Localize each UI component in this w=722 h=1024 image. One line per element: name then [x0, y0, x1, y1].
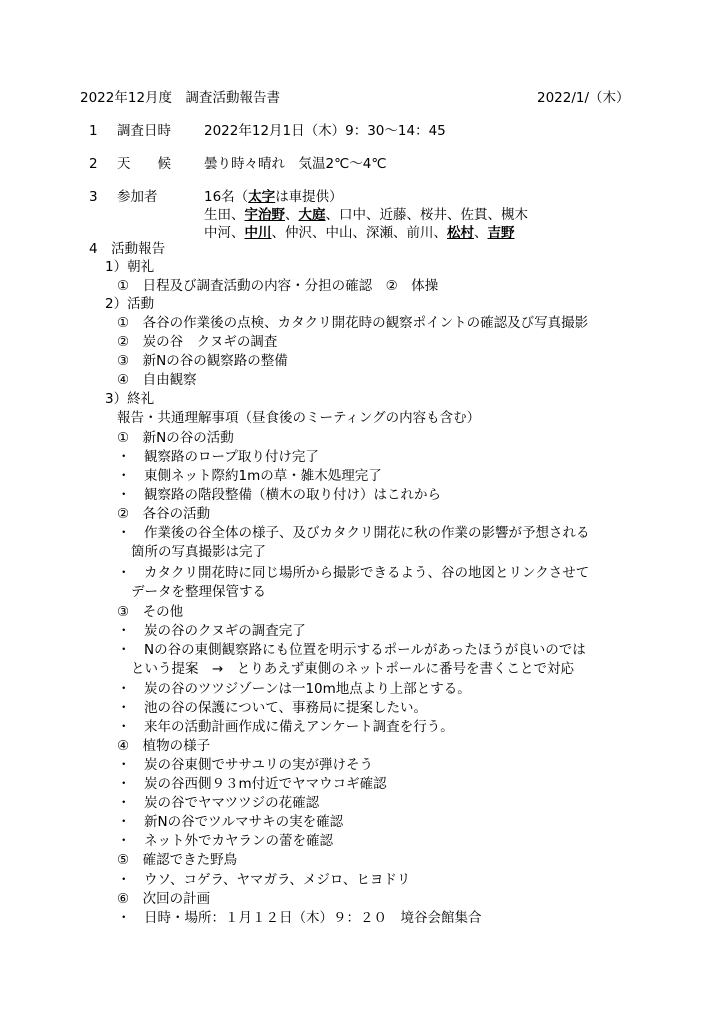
closing-meeting-title: 3）終礼: [105, 391, 155, 407]
closing-line: ① 新Nの谷の活動: [117, 430, 234, 446]
participants-count: 16名（: [204, 189, 249, 205]
participants-count-line: [204, 188, 343, 206]
closing-line: ② 各谷の活動: [117, 506, 211, 522]
section-3-number: 3: [89, 189, 98, 205]
closing-line: 箇所の写真撮影は完了: [131, 544, 266, 560]
driver-name: 大庭: [298, 207, 326, 223]
closing-line: ④ 植物の様子: [117, 738, 211, 754]
closing-line: ・ 東側ネット際約1mの草・雑木処理完了: [117, 468, 382, 484]
driver-name: 中川: [244, 225, 272, 241]
report-title: 2022年12月度 調査活動報告書: [80, 90, 281, 106]
closing-line: ⑤ 確認できた野鳥: [117, 852, 238, 868]
section-1-number: 1: [89, 123, 98, 139]
activity-item: ① 各谷の作業後の点検、カタクリ開花時の観察ポイントの確認及び写真撮影: [117, 315, 589, 331]
closing-line: データを整理保管する: [131, 584, 266, 600]
closing-line: ・ 観察路の階段整備（横木の取り付け）はこれから: [117, 487, 441, 503]
closing-line: ⑥ 次回の計画: [117, 891, 211, 907]
report-date: 2022/1/（木）: [537, 90, 630, 106]
driver-name: 松村: [447, 225, 474, 241]
closing-line: ・ ウソ、コゲラ、ヤマガラ、メジロ、ヒヨドリ: [117, 872, 411, 888]
closing-line: ③ その他: [117, 604, 184, 620]
section-1-value: 2022年12月1日（木）9：30〜14：45: [204, 123, 446, 139]
morning-meeting-title: 1）朝礼: [105, 259, 155, 275]
closing-line: ・ 炭の谷のツツジゾーンは一10m地点より上部とする。: [117, 681, 471, 697]
closing-line: ・ カタクリ開花時に同じ場所から撮影できるよう、谷の地図とリンクさせて: [117, 565, 590, 581]
driver-name: 吉野: [487, 225, 515, 241]
morning-meeting-line: ① 日程及び調査活動の内容・分担の確認 ② 体操: [117, 278, 439, 294]
section-1-label: 調査日時: [117, 123, 171, 139]
closing-line: ・ 作業後の谷全体の様子、及びカタクリ開花に秋の作業の影響が予想される: [117, 525, 590, 541]
section-3-label: 参加者: [117, 189, 158, 205]
participants-line-2: [204, 224, 515, 242]
closing-line: ・ Nの谷の東側観察路にも位置を明示するポールがあったほうが良いのでは: [117, 642, 586, 658]
activity-title: 2）活動: [105, 296, 155, 312]
section-2-value: 曇り時々晴れ 気温2℃〜4℃: [204, 156, 387, 172]
closing-line: ・ 観察路のロープ取り付け完了: [117, 449, 319, 465]
closing-line: ・ 炭の谷東側でササユリの実が弾けそう: [117, 757, 373, 773]
closing-line: ・ 新Nの谷でツルマサキの実を確認: [117, 814, 344, 830]
closing-line: ・ ネット外でカヤランの蕾を確認: [117, 833, 333, 849]
closing-line: という提案 → とりあえず東側のネットポールに番号を書くことで対応: [131, 661, 575, 677]
participant-names: 中河、: [204, 225, 245, 241]
section-2-number: 2: [89, 156, 98, 172]
closing-line: ・ 日時・場所：１月１２日（木）９：２０ 境谷会館集合: [117, 910, 482, 926]
closing-line: ・ 炭の谷のクヌギの調査完了: [117, 623, 306, 639]
bold-legend: 太字: [248, 189, 276, 205]
participant-names: 、仲沢、中山、深瀬、前川、: [271, 225, 447, 241]
driver-name: 宇治野: [244, 207, 285, 223]
section-2-label: 天 候: [117, 156, 171, 172]
bold-legend-note: は車提供）: [275, 189, 343, 205]
section-4-heading: 4 活動報告: [89, 241, 166, 257]
closing-line: ・ 池の谷の保護について、事務局に提案したい。: [117, 700, 427, 716]
closing-line: ・ 来年の活動計画作成に備えアンケート調査を行う。: [117, 719, 454, 735]
closing-intro: 報告・共通理解事項（昼食後のミーティングの内容も含む）: [117, 410, 481, 426]
participant-names: 生田、: [204, 207, 245, 223]
closing-line: ・ 炭の谷でヤマツツジの花確認: [117, 795, 320, 811]
activity-item: ③ 新Nの谷の観察路の整備: [117, 353, 288, 369]
activity-item: ② 炭の谷 クヌギの調査: [117, 334, 278, 350]
closing-line: ・ 炭の谷西側９３m付近でヤマウコギ確認: [117, 776, 387, 792]
activity-item: ④ 自由観察: [117, 372, 197, 388]
participant-sep: 、: [474, 225, 488, 241]
participant-sep: 、: [285, 207, 299, 223]
participants-line-1: [204, 206, 528, 224]
participant-names: 、口中、近藤、桜井、佐貫、槻木: [325, 207, 528, 223]
